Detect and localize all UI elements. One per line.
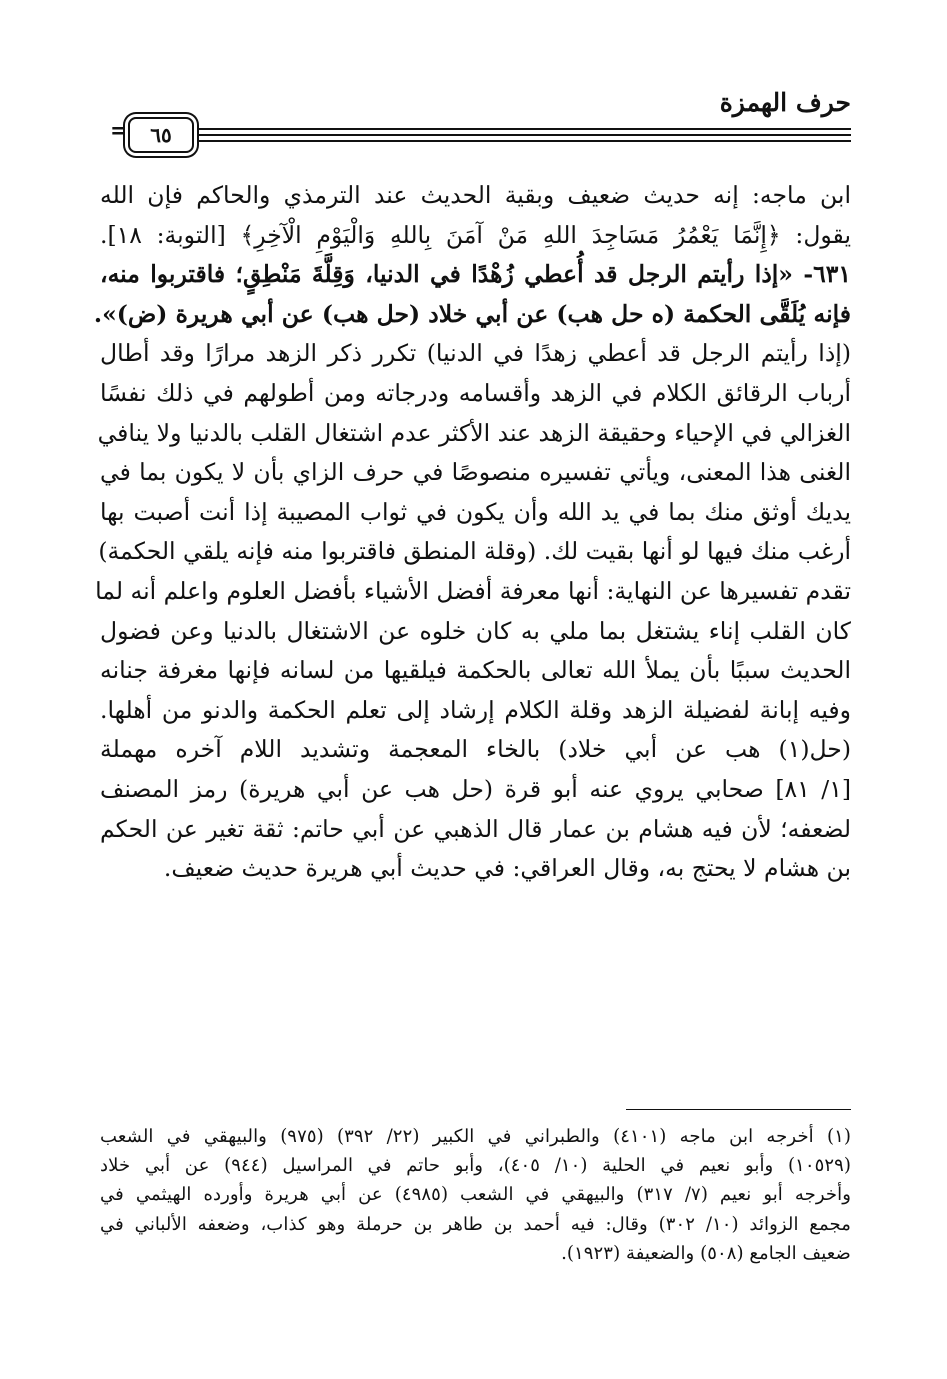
hadith-text-line: فإنه يُلَقَّى الحكمة (ه حل هب) عن أبي خلاد (حل هب) عن أبي هريرة (ض)». — [93, 299, 851, 328]
text-line: الغزالي في الإحياء وحقيقة الزهد عند الأكثر عدم اشتغال القلب بالدنيا ولا ينافي — [97, 418, 851, 447]
running-title: حرف الهمزة — [719, 88, 851, 117]
footnotes — [100, 1122, 851, 1268]
text-line-quran: يقول: ﴿إِنَّمَا يَعْمُرُ مَسَاجِدَ اللهِ مَنْ آمَنَ بِاللهِ وَالْيَوْمِ الْآخِرِ﴾ [التوبة: ١٨]. — [100, 220, 851, 249]
text-line: وفيه إبانة لفضيلة الزهد وقلة الكلام إرشاد إلى تعلم الحكمة والدنو من أهلها. — [100, 695, 851, 724]
main-text — [93, 176, 851, 889]
header-rule — [196, 134, 851, 136]
text-line: لضعفه؛ لأن فيه هشام بن عمار قال الذهبي عن أبي حاتم: ثقة تغير عن الحكم — [100, 814, 851, 843]
footnote-line: (١) أخرجه ابن ماجه (٤١٠١) والطبراني في الكبير (٢٢/ ٣٩٢) (٩٧٥) والبيهقي في الشعب — [100, 1126, 851, 1147]
text-line: تقدم تفسيرها عن النهاية: أنها معرفة أفضل الأشياء بأفضل العلوم واعلم أنه لما — [95, 576, 851, 605]
footnote-line: (١٠٥٢٩) وأبو نعيم في الحلية (١٠/ ٤٠٥)، وأبو حاتم في المراسيل (٩٤٤) عن أبي خلاد — [100, 1155, 851, 1177]
text-line: بن هشام لا يحتج به، وقال العراقي: في حديث أبي هريرة حديث ضعيف. — [163, 854, 851, 883]
text-line: ابن ماجه: إنه حديث ضعيف وبقية الحديث عند الترمذي والحاكم فإن الله — [100, 181, 851, 209]
text-line: (حل(١) هب عن أبي خلاد) بالخاء المعجمة وتشديد اللام آخره مهملة — [100, 735, 851, 764]
text-line: يديك أوثق منك بما في يد الله وأن يكون في ثواب المصيبة إذا أنت أصبت بها — [100, 497, 851, 526]
page-number: ٦٥ — [128, 117, 194, 153]
text-line: أرباب الرقائق الكلام في الزهد وأقسامه ودرجاته ومن أطولهم في ذلك نفسًا — [100, 378, 851, 407]
header-rule — [196, 128, 851, 130]
header-eq-mark: = — [110, 118, 129, 144]
text-line: كان القلب إناء يشتغل بما ملي به كان خلوه عن الاشتغال بالدنيا وعن فضول — [100, 616, 851, 645]
footnote-line: مجمع الزوائد (١٠/ ٣٠٢) وقال: فيه أحمد بن طاهر بن حرملة وهو كذاب، وضعفه الألباني في — [100, 1213, 851, 1235]
text-line: [١/ ٨١] صحابي يروي عنه أبو قرة (حل هب عن أبي هريرة) رمز المصنف — [100, 774, 851, 803]
footnote-line: وأخرجه أبو نعيم (٧/ ٣١٧) والبيهقي في الشعب (٤٩٨٥) عن أبي هريرة وأورده الهيثمي في — [100, 1184, 851, 1206]
text-line: أرغب منك فيها لو أنها بقيت لك. (وقلة المنطق فاقتربوا منه فإنه يلقي الحكمة) — [98, 537, 851, 566]
footnote-line: ضعيف الجامع (٥٠٨) والضعيفة (١٩٢٣). — [561, 1242, 851, 1264]
header-rule — [196, 140, 851, 142]
text-line: الغنى هذا المعنى، ويأتي تفسيره منصوصًا في حرف الزاي بأن لا يكون بما في — [100, 458, 851, 487]
footnote-divider — [626, 1109, 851, 1110]
hadith-text-line: ٦٣١- «إذا رأيتم الرجل قد أُعطي زُهْدًا في الدنيا، وَقِلَّةَ مَنْطِقٍ؛ فاقتربوا منه، — [100, 260, 851, 289]
text-line: الحديث سببًا بأن يملأ الله تعالى بالحكمة فيلقيها من لسانه فإنها مغرفة جنانه — [100, 656, 851, 685]
text-line: (إذا رأيتم الرجل قد أعطي زهدًا في الدنيا) تكرر ذكر الزهد مرارًا وقد أطال — [100, 339, 851, 368]
